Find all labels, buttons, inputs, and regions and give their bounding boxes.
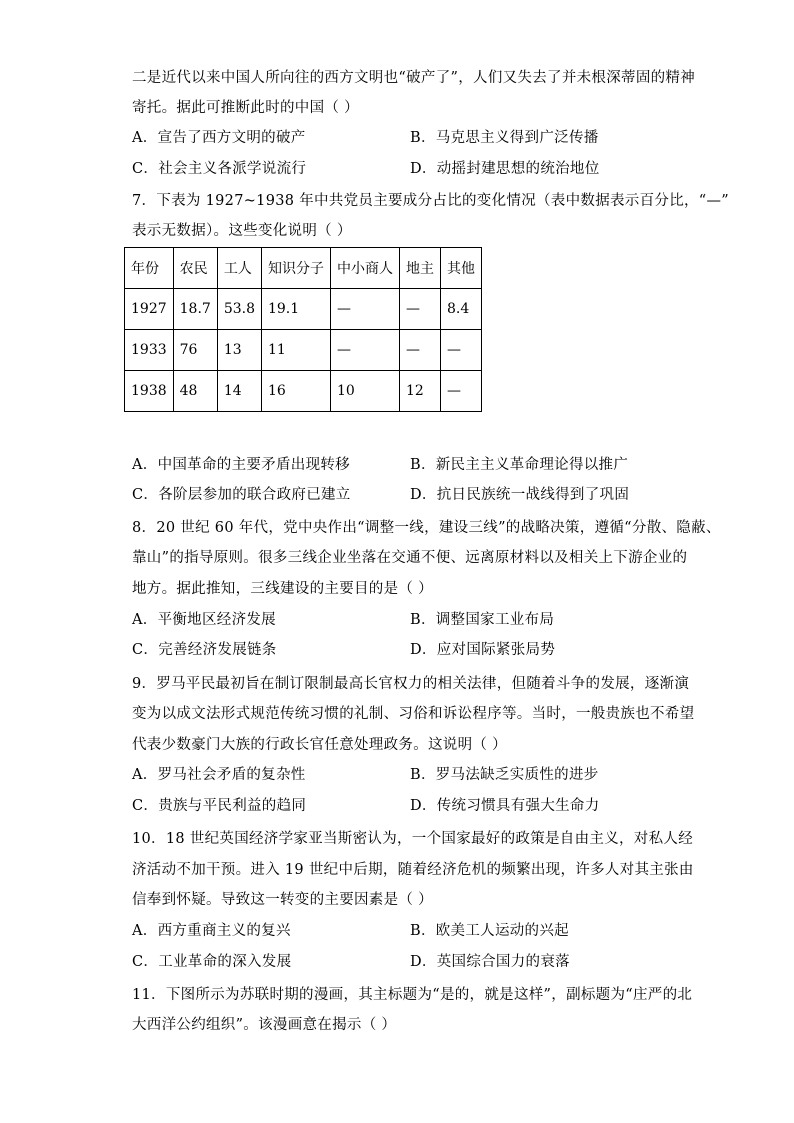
q10-stem-line-1: 10．18 世纪英国经济学家亚当斯密认为，一个国家最好的政策是自由主义，对私人经 <box>132 831 694 847</box>
q6-stem-line-1: 二是近代以来中国人所向往的西方文明也“破产了”，人们又失去了并未根深蒂固的精神 <box>132 70 696 86</box>
q9-option-a[interactable]: A．罗马社会矛盾的复杂性 <box>132 767 306 783</box>
table-cell: — <box>330 289 399 330</box>
q10-option-d[interactable]: D．英国综合国力的衰落 <box>410 954 570 970</box>
q6-option-b[interactable]: B．马克思主义得到广泛传播 <box>410 130 599 146</box>
q6-option-d[interactable]: D．动摇封建思想的统治地位 <box>410 161 600 177</box>
table-cell: 1938 <box>125 371 174 412</box>
q9-option-d[interactable]: D．传统习惯具有强大生命力 <box>410 798 600 814</box>
q6-option-a[interactable]: A．宣告了西方文明的破产 <box>132 130 306 146</box>
q8-stem-line-3: 地方。据此推知，三线建设的主要目的是（ ） <box>132 581 433 597</box>
q10-option-a[interactable]: A．西方重商主义的复兴 <box>132 923 291 939</box>
q7-option-b[interactable]: B．新民主主义革命理论得以推广 <box>410 457 629 473</box>
q7-stem-line-2: 表示无数据）。这些变化说明（ ） <box>132 223 352 239</box>
q10-option-b[interactable]: B．欧美工人运动的兴起 <box>410 923 569 939</box>
table-cell: — <box>440 371 481 412</box>
q11-stem-line-1: 11．下图所示为苏联时期的漫画，其主标题为“是的，就是这样”，副标题为“庄严的北 <box>132 987 693 1003</box>
q6-stem-line-2: 寄托。据此可推断此时的中国（ ） <box>132 100 359 116</box>
table-header-cell: 知识分子 <box>261 248 330 289</box>
q6-option-c[interactable]: C．社会主义各派学说流行 <box>132 161 307 177</box>
table-cell: — <box>330 330 399 371</box>
table-cell: — <box>440 330 481 371</box>
q8-option-b[interactable]: B．调整国家工业布局 <box>410 612 555 628</box>
table-cell: — <box>399 330 440 371</box>
q8-stem-line-2: 靠山”的指导原则。很多三线企业坐落在交通不便、远离原材料以及相关上下游企业的 <box>132 550 688 566</box>
q11-stem-line-2: 大西洋公约组织”。该漫画意在揭示（ ） <box>132 1017 397 1033</box>
q7-option-d[interactable]: D．抗日民族统一战线得到了巩固 <box>410 487 630 503</box>
q9-stem-line-1: 9．罗马平民最初旨在制订限制最高长官权力的相关法律，但随着斗争的发展，逐渐演 <box>132 676 690 692</box>
table-cell: 14 <box>217 371 261 412</box>
table-header-row <box>125 248 482 289</box>
table-cell: 12 <box>399 371 440 412</box>
table-cell: 53.8 <box>217 289 261 330</box>
table-header-cell: 其他 <box>440 248 481 289</box>
q10-stem-line-2: 济活动不加干预。进入 19 世纪中后期，随着经济危机的频繁出现，许多人对其主张由 <box>132 862 694 878</box>
q7-stem-line-1: 7．下表为 1927~1938 年中共党员主要成分占比的变化情况（表中数据表示百分比，“—” <box>132 193 730 209</box>
table-cell: — <box>399 289 440 330</box>
q8-option-d[interactable]: D．应对国际紧张局势 <box>410 642 556 658</box>
table-cell: 19.1 <box>261 289 330 330</box>
q10-option-c[interactable]: C．工业革命的深入发展 <box>132 954 292 970</box>
table-header-cell: 中小商人 <box>330 248 399 289</box>
party-composition-table <box>124 247 482 412</box>
table-cell: 10 <box>330 371 399 412</box>
table-cell: 8.4 <box>440 289 481 330</box>
q9-option-b[interactable]: B．罗马法缺乏实质性的进步 <box>410 767 599 783</box>
q8-stem-line-1: 8．20 世纪 60 年代，党中央作出“调整一线，建设三线”的战略决策，遵循“分散、隐蔽、 <box>132 520 721 536</box>
table-header-cell: 工人 <box>217 248 261 289</box>
table-header-cell: 农民 <box>173 248 217 289</box>
table-cell: 18.7 <box>173 289 217 330</box>
table-row <box>125 330 482 371</box>
table-row <box>125 289 482 330</box>
table-cell: 48 <box>173 371 217 412</box>
table-cell: 13 <box>217 330 261 371</box>
table-header-cell: 地主 <box>399 248 440 289</box>
q10-stem-line-3: 信奉到怀疑。导致这一转变的主要因素是（ ） <box>132 892 433 908</box>
table-cell: 1933 <box>125 330 174 371</box>
q9-stem-line-2: 变为以成文法形式规范传统习惯的礼制、习俗和诉讼程序等。当时，一般贵族也不希望 <box>132 706 695 722</box>
table-cell: 16 <box>261 371 330 412</box>
table-row <box>125 371 482 412</box>
q7-option-a[interactable]: A．中国革命的主要矛盾出现转移 <box>132 457 350 473</box>
table-header-cell: 年份 <box>125 248 174 289</box>
q9-option-c[interactable]: C．贵族与平民利益的趋同 <box>132 798 307 814</box>
q8-option-a[interactable]: A．平衡地区经济发展 <box>132 612 276 628</box>
q8-option-c[interactable]: C．完善经济发展链条 <box>132 642 277 658</box>
q9-stem-line-3: 代表少数豪门大族的行政长官任意处理政务。这说明（ ） <box>132 737 507 753</box>
q7-option-c[interactable]: C．各阶层参加的联合政府已建立 <box>132 487 351 503</box>
table-cell: 1927 <box>125 289 174 330</box>
table-cell: 76 <box>173 330 217 371</box>
table-cell: 11 <box>261 330 330 371</box>
